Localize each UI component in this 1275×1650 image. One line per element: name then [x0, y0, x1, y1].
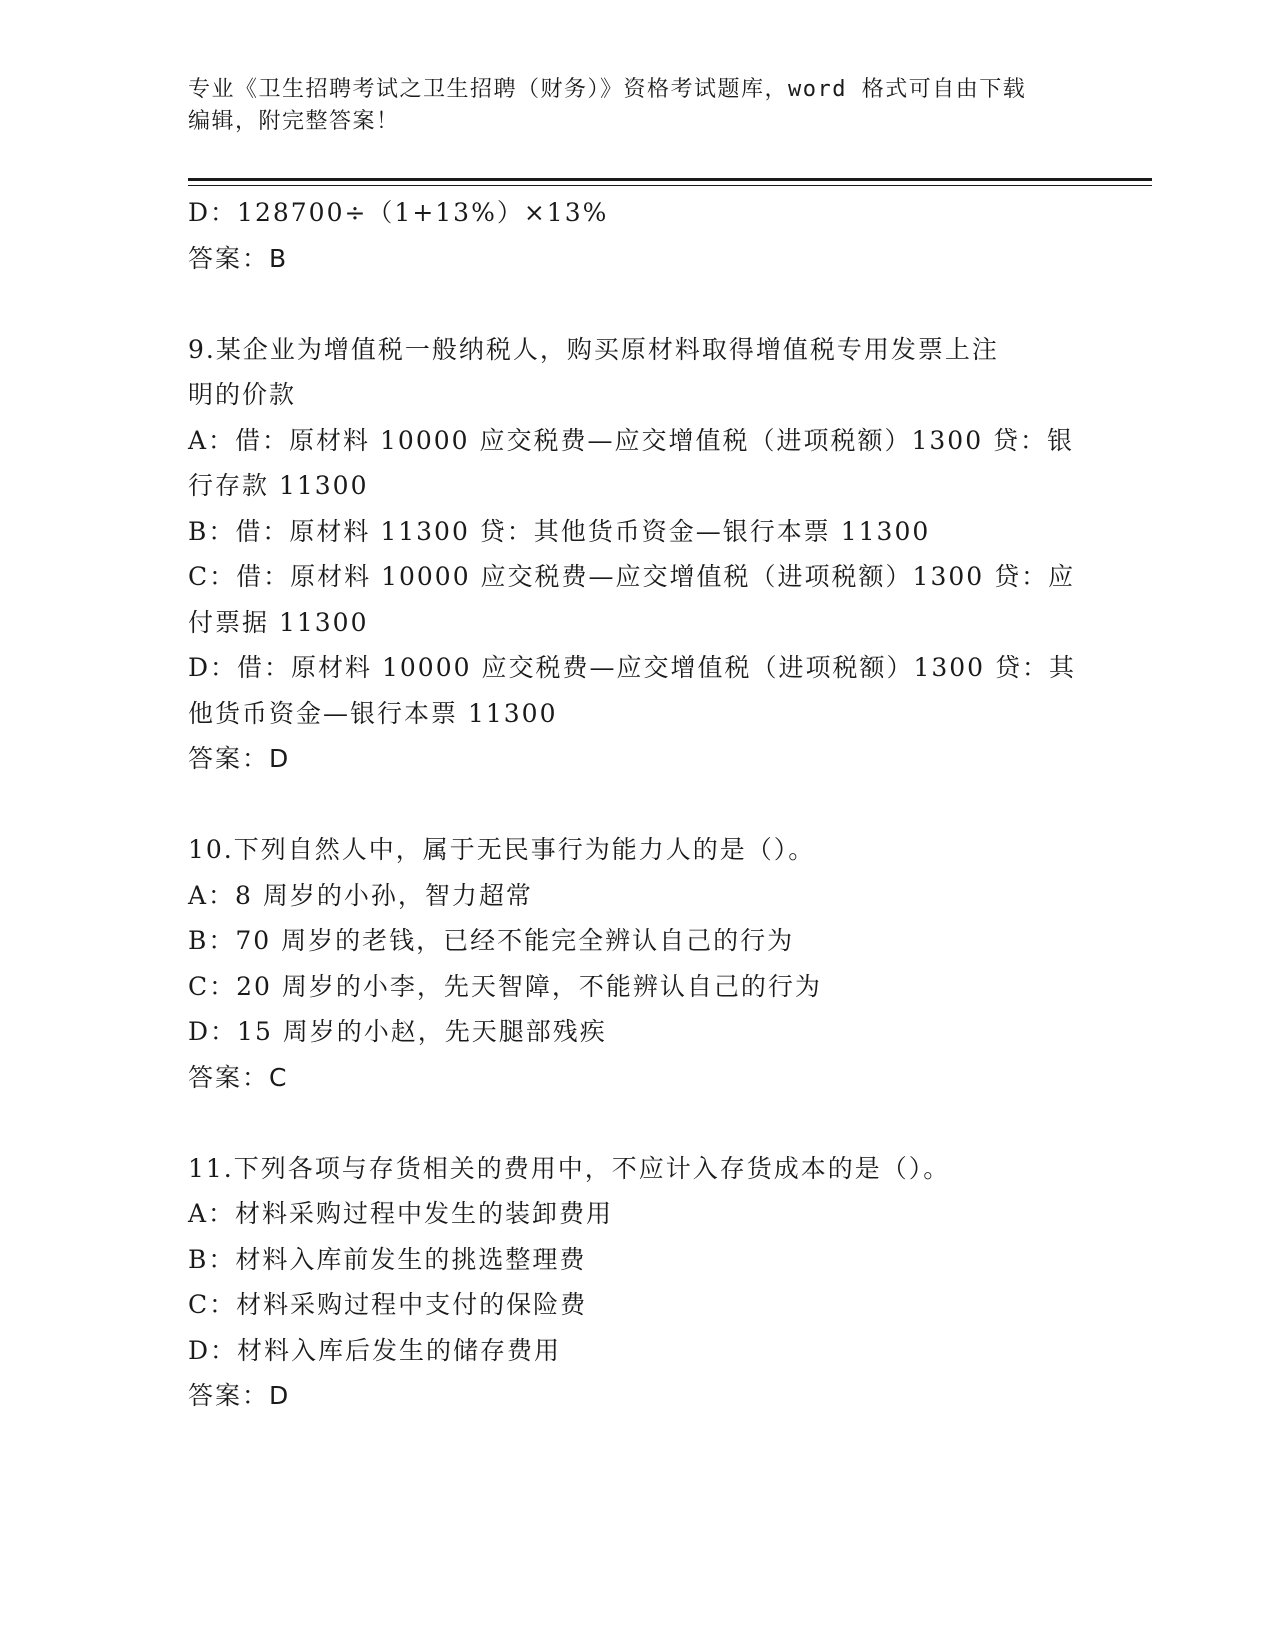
spacer — [188, 782, 1088, 828]
option-text: D：借：原材料 10000 应交税费—应交增值税（进项税额）1300 贷：其 — [188, 653, 1077, 682]
spacer — [188, 1100, 1088, 1146]
option-text: A：8 周岁的小孙，智力超常 — [188, 880, 533, 910]
option-text: D：材料入库后发生的储存费用 — [188, 1335, 562, 1365]
option-text: A：借：原材料 10000 应交税费—应交增值税（进项税额）1300 贷：银 — [188, 425, 1075, 455]
option-text: C：材料采购过程中支付的保险费 — [188, 1290, 588, 1319]
question-text: 10.下列自然人中，属于无民事行为能力人的是（）。 — [188, 835, 816, 864]
spacer — [188, 281, 1088, 327]
option-text: B：材料入库前发生的挑选整理费 — [188, 1244, 587, 1274]
option-text: C：借：原材料 10000 应交税费—应交增值税（进项税额）1300 贷：应 — [188, 562, 1076, 591]
option-text: 付票据 11300 — [188, 607, 369, 637]
answer-text: 答案：D — [188, 744, 291, 773]
option-text: D：15 周岁的小赵，先天腿部残疾 — [188, 1017, 607, 1046]
document-header — [188, 74, 1068, 138]
option-text: B：70 周岁的老钱，已经不能完全辨认自己的行为 — [188, 926, 795, 955]
option-text: B：借：原材料 11300 贷：其他货币资金—银行本票 11300 — [188, 516, 931, 546]
header-line-2: 编辑，附完整答案！ — [188, 109, 400, 134]
header-line-1: 专业《卫生招聘考试之卫生招聘（财务）》资格考试题库，word 格式可自由下载 — [188, 77, 1027, 102]
question-list — [188, 190, 1088, 1419]
option-text: D：128700÷（1+13%）×13% — [188, 198, 609, 227]
option-text: 行存款 11300 — [188, 471, 369, 500]
header-divider-thick — [188, 178, 1152, 181]
question-text: 9.某企业为增值税一般纳税人，购买原材料取得增值税专用发票上注 — [188, 334, 999, 364]
answer-text: 答案：C — [188, 1062, 289, 1092]
answer-text: 答案：B — [188, 243, 289, 273]
answer-text: 答案：D — [188, 1381, 291, 1410]
question-text: 11.下列各项与存货相关的费用中，不应计入存货成本的是（）。 — [188, 1153, 951, 1183]
option-text: A：材料采购过程中发生的装卸费用 — [188, 1199, 614, 1228]
question-text: 明的价款 — [188, 380, 297, 409]
option-text: C：20 周岁的小李，先天智障，不能辨认自己的行为 — [188, 971, 822, 1001]
header-divider-thin — [188, 185, 1152, 186]
option-text: 他货币资金—银行本票 11300 — [188, 698, 558, 728]
